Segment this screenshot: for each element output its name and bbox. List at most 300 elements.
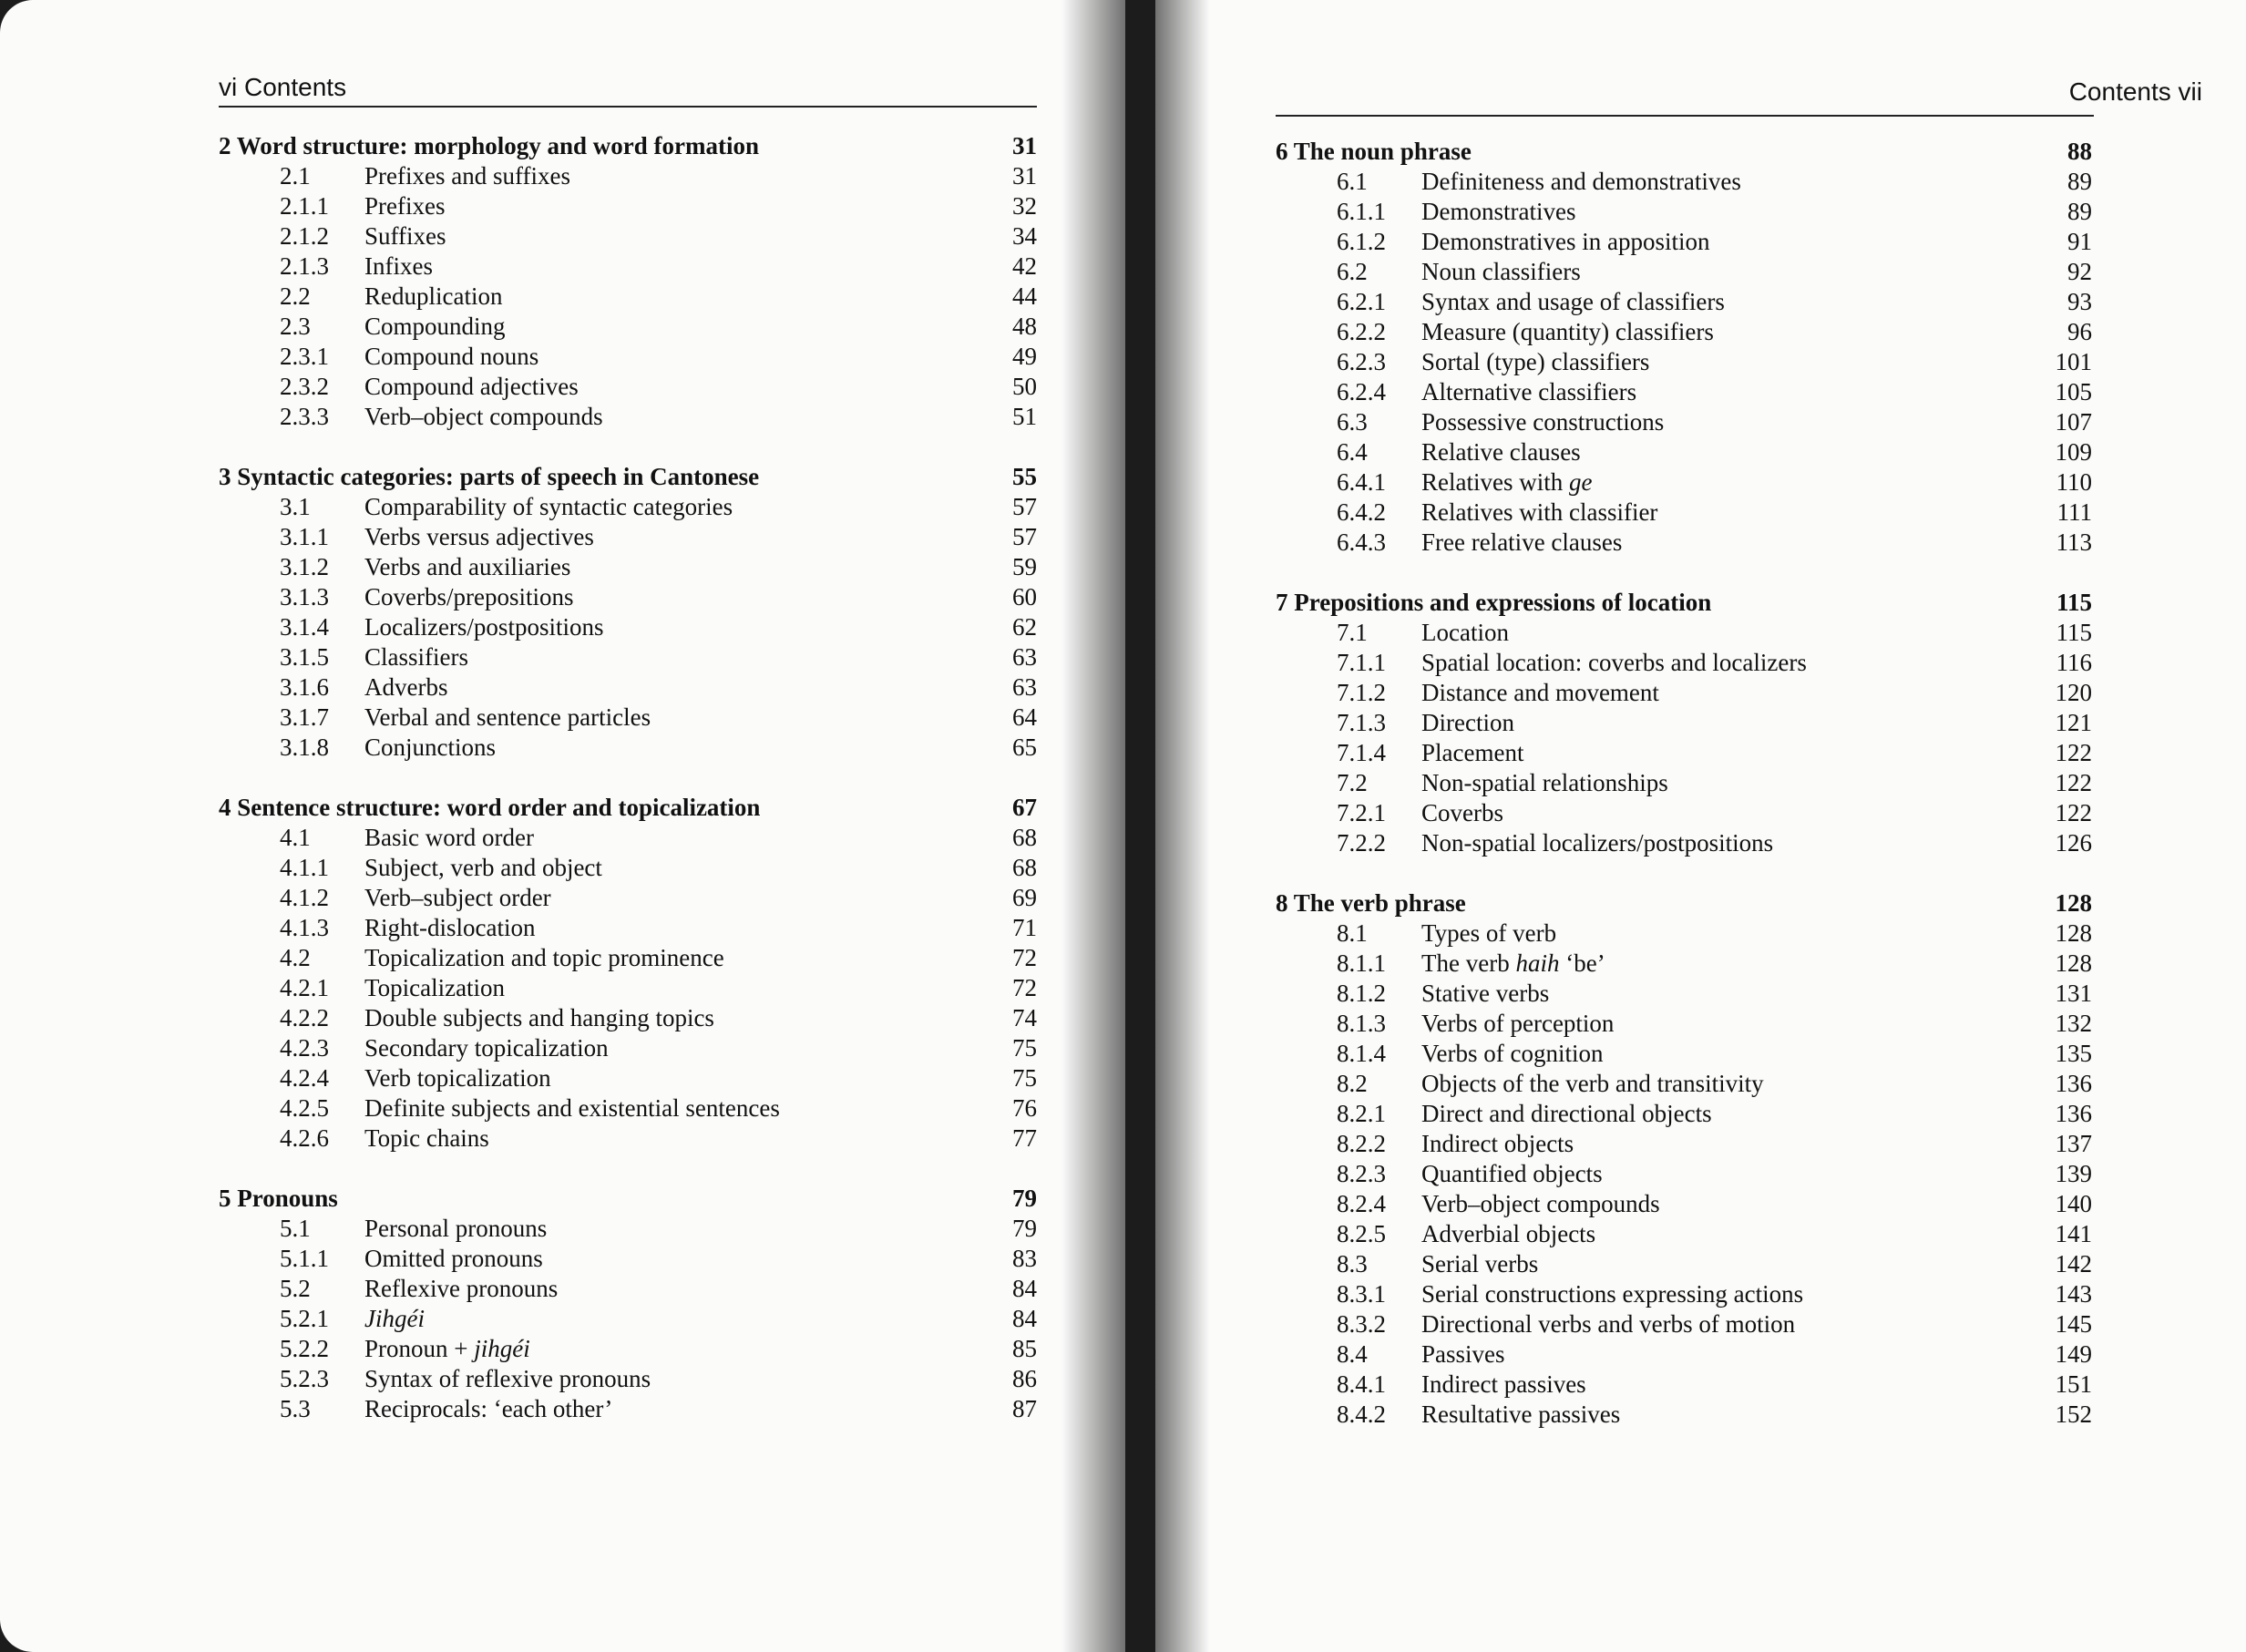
toc-entry	[219, 1214, 1037, 1244]
page-number: 51	[1012, 403, 1037, 430]
section-title: Non-spatial relationships	[1421, 769, 1668, 796]
page-number: 128	[2055, 949, 2092, 977]
section-number: 4.2.4	[280, 1064, 329, 1092]
title-text: Relatives with	[1421, 468, 1569, 496]
section-number: 6.1.1	[1337, 198, 1386, 225]
page-number: 75	[1012, 1064, 1037, 1092]
toc-entry	[1276, 197, 2092, 227]
page-number: 151	[2055, 1370, 2092, 1398]
section-number: 8.2.4	[1337, 1190, 1386, 1217]
toc-entry	[219, 1364, 1037, 1394]
section-title: Verbs of cognition	[1421, 1040, 1604, 1067]
section-number: 3.1.3	[280, 583, 329, 611]
section-title: Reduplication	[364, 282, 503, 310]
section-title: Compound adjectives	[364, 373, 579, 400]
page-number: 143	[2055, 1280, 2092, 1308]
section-number: 3.1.6	[280, 673, 329, 701]
toc-entry	[1276, 949, 2092, 979]
section-title: Definiteness and demonstratives	[1421, 168, 1741, 195]
section-title: Measure (quantity) classifiers	[1421, 318, 1714, 345]
section-gap	[219, 432, 1037, 462]
page-number: 89	[2067, 168, 2092, 195]
right-page	[1155, 0, 2246, 1652]
section-number: 8.4	[1337, 1340, 1368, 1368]
toc-entry	[1276, 1370, 2092, 1400]
section-title: Direct and directional objects	[1421, 1100, 1712, 1127]
toc-entry	[219, 282, 1037, 312]
section-number: 8.1	[1337, 919, 1368, 947]
toc-entry	[219, 973, 1037, 1003]
section-gap	[219, 1154, 1037, 1184]
chapter-heading	[219, 793, 1037, 823]
section-title: Relative clauses	[1421, 438, 1581, 466]
section-title: Classifiers	[364, 643, 468, 671]
section-number: 7.1	[1337, 619, 1368, 646]
section-title: Verb–subject order	[364, 884, 551, 911]
page-number: 131	[2055, 980, 2092, 1007]
toc-entry	[219, 642, 1037, 672]
toc-entry	[1276, 498, 2092, 528]
section-number: 7.2.2	[1337, 829, 1386, 857]
section-number: 4.2.6	[280, 1124, 329, 1152]
toc-list	[1276, 137, 2092, 1430]
section-title: Prefixes	[364, 192, 446, 220]
section-title: Stative verbs	[1421, 980, 1550, 1007]
toc-entry	[1276, 1069, 2092, 1099]
title-text: The verb	[1421, 949, 1516, 977]
page-number: 89	[2067, 198, 2092, 225]
section-title: Directional verbs and verbs of motion	[1421, 1310, 1796, 1338]
page-number: 128	[2055, 889, 2092, 917]
toc-entry	[1276, 1219, 2092, 1249]
section-title: Right-dislocation	[364, 914, 536, 941]
page-number: 110	[2056, 468, 2092, 496]
toc-entry	[219, 161, 1037, 191]
section-title: Adverbs	[364, 673, 448, 701]
section-number: 7.1.3	[1337, 709, 1386, 736]
section-number: 3.1.8	[280, 734, 329, 761]
page-number: 74	[1012, 1004, 1037, 1031]
section-number: 8.4.2	[1337, 1401, 1386, 1428]
page-number: 113	[2056, 528, 2092, 556]
section-number: 4.2	[280, 944, 311, 971]
page-number: 88	[2067, 138, 2092, 165]
toc-entry	[219, 191, 1037, 221]
chapter-heading	[1276, 588, 2092, 618]
toc-entry	[219, 1244, 1037, 1274]
section-title: Compounding	[364, 313, 506, 340]
toc-entry	[1276, 377, 2092, 407]
section-gap	[219, 763, 1037, 793]
section-number: 7.1.2	[1337, 679, 1386, 706]
section-title: Serial verbs	[1421, 1250, 1539, 1277]
page-number: 31	[1012, 162, 1037, 190]
page-number: 84	[1012, 1275, 1037, 1302]
section-title: Compound nouns	[364, 343, 539, 370]
page-number: 72	[1012, 974, 1037, 1001]
section-number: 2.1.2	[280, 222, 329, 250]
section-number: 5.2.2	[280, 1335, 329, 1362]
section-number: 4.2.3	[280, 1034, 329, 1062]
toc-entry	[219, 1003, 1037, 1033]
toc-entry	[219, 522, 1037, 552]
title-text: ‘be’	[1559, 949, 1605, 977]
section-title: Localizers/postpositions	[364, 613, 604, 641]
page-number: 109	[2055, 438, 2092, 466]
section-title: Syntax of reflexive pronouns	[364, 1365, 651, 1392]
chapter-title: 7 Prepositions and expressions of location	[1276, 589, 1712, 616]
section-title: Double subjects and hanging topics	[364, 1004, 714, 1031]
toc-entry	[1276, 798, 2092, 828]
section-number: 6.4.3	[1337, 528, 1386, 556]
section-number: 2.3	[280, 313, 311, 340]
section-number: 2.1	[280, 162, 311, 190]
section-title: Placement	[1421, 739, 1524, 766]
section-number: 8.2.5	[1337, 1220, 1386, 1247]
section-number: 2.3.1	[280, 343, 329, 370]
section-title: Definite subjects and existential sentences	[364, 1094, 780, 1122]
section-number: 4.1	[280, 824, 311, 851]
section-number: 6.4.2	[1337, 498, 1386, 526]
page-number: 132	[2055, 1010, 2092, 1037]
page-number: 115	[2056, 619, 2092, 646]
page-number: 85	[1012, 1335, 1037, 1362]
section-title: Basic word order	[364, 824, 534, 851]
section-number: 6.2.4	[1337, 378, 1386, 405]
toc-entry	[219, 703, 1037, 733]
chapter-heading	[1276, 888, 2092, 918]
section-number: 2.3.2	[280, 373, 329, 400]
section-title	[1421, 949, 1605, 979]
section-title: Indirect passives	[1421, 1370, 1586, 1398]
section-title: Reciprocals: ‘each other’	[364, 1395, 613, 1422]
page-number: 79	[1012, 1215, 1037, 1242]
page-number: 57	[1012, 523, 1037, 550]
section-number: 6.2	[1337, 258, 1368, 285]
chapter-title: 2 Word structure: morphology and word formation	[219, 132, 759, 159]
section-title: Resultative passives	[1421, 1401, 1621, 1428]
chapter-title: 6 The noun phrase	[1276, 138, 1472, 165]
page-number: 49	[1012, 343, 1037, 370]
toc-entry	[219, 1304, 1037, 1334]
section-number: 7.2	[1337, 769, 1368, 796]
section-number: 8.1.1	[1337, 949, 1386, 977]
toc-entry	[1276, 1279, 2092, 1309]
toc-entry	[1276, 678, 2092, 708]
toc-list	[219, 131, 1037, 1424]
toc-entry	[219, 1394, 1037, 1424]
section-number: 6.2.2	[1337, 318, 1386, 345]
page-number: 57	[1012, 493, 1037, 520]
section-title	[364, 1334, 530, 1364]
section-title: Reflexive pronouns	[364, 1275, 559, 1302]
section-number: 6.1	[1337, 168, 1368, 195]
section-title: Verbs and auxiliaries	[364, 553, 571, 580]
page-number: 136	[2055, 1070, 2092, 1097]
page-number: 55	[1012, 463, 1037, 490]
toc-entry	[1276, 287, 2092, 317]
page-number: 126	[2055, 829, 2092, 857]
section-number: 4.2.5	[280, 1094, 329, 1122]
section-number: 3.1	[280, 493, 311, 520]
chapter-heading	[219, 131, 1037, 161]
section-number: 2.1.3	[280, 252, 329, 280]
page-number: 77	[1012, 1124, 1037, 1152]
section-title: Syntax and usage of classifiers	[1421, 288, 1725, 315]
page-number: 68	[1012, 854, 1037, 881]
section-number: 5.2.3	[280, 1365, 329, 1392]
page-number: 149	[2055, 1340, 2092, 1368]
toc-entry	[219, 221, 1037, 251]
section-title: Verbs versus adjectives	[364, 523, 594, 550]
section-number: 4.2.1	[280, 974, 329, 1001]
title-italic: jihgéi	[474, 1335, 530, 1362]
toc-entry	[219, 883, 1037, 913]
section-title: Serial constructions expressing actions	[1421, 1280, 1804, 1308]
page-number: 152	[2055, 1401, 2092, 1428]
section-title: Demonstratives in apposition	[1421, 228, 1710, 255]
page-number: 60	[1012, 583, 1037, 611]
section-number: 5.1.1	[280, 1245, 329, 1272]
page-number: 122	[2055, 769, 2092, 796]
section-title: Coverbs	[1421, 799, 1503, 826]
page-number: 115	[2056, 589, 2092, 616]
section-gap	[1276, 858, 2092, 888]
section-title: Subject, verb and object	[364, 854, 602, 881]
section-title: Verbs of perception	[1421, 1010, 1615, 1037]
section-number: 5.2.1	[280, 1305, 329, 1332]
toc-entry	[219, 1033, 1037, 1063]
toc-entry	[1276, 407, 2092, 437]
toc-entry	[1276, 467, 2092, 498]
page-number: 86	[1012, 1365, 1037, 1392]
section-number: 7.1.1	[1337, 649, 1386, 676]
section-title: Adverbial objects	[1421, 1220, 1596, 1247]
page-number: 128	[2055, 919, 2092, 947]
page-number: 135	[2055, 1040, 2092, 1067]
toc-entry	[219, 251, 1037, 282]
toc-entry	[219, 1274, 1037, 1304]
toc-entry	[1276, 1249, 2092, 1279]
page-number: 142	[2055, 1250, 2092, 1277]
toc-entry	[1276, 437, 2092, 467]
section-number: 4.2.2	[280, 1004, 329, 1031]
section-title: Jihgéi	[364, 1305, 425, 1332]
page-number: 69	[1012, 884, 1037, 911]
toc-entry	[1276, 1009, 2092, 1039]
chapter-title: 5 Pronouns	[219, 1185, 338, 1212]
section-number: 3.1.4	[280, 613, 329, 641]
toc-entry	[1276, 828, 2092, 858]
section-title: Quantified objects	[1421, 1160, 1603, 1187]
toc-entry	[219, 1063, 1037, 1093]
section-number: 6.2.3	[1337, 348, 1386, 375]
section-number: 6.4	[1337, 438, 1368, 466]
toc-entry	[1276, 768, 2092, 798]
section-number: 5.2	[280, 1275, 311, 1302]
section-title: Personal pronouns	[364, 1215, 548, 1242]
page-number: 145	[2055, 1310, 2092, 1338]
section-title: Prefixes and suffixes	[364, 162, 570, 190]
page-number: 63	[1012, 643, 1037, 671]
toc-entry	[1276, 918, 2092, 949]
toc-entry	[1276, 1189, 2092, 1219]
section-number: 8.1.2	[1337, 980, 1386, 1007]
section-title: Coverbs/prepositions	[364, 583, 574, 611]
section-title: Passives	[1421, 1340, 1505, 1368]
chapter-title: 3 Syntactic categories: parts of speech in Cantonese	[219, 463, 760, 490]
section-title: Free relative clauses	[1421, 528, 1623, 556]
toc-entry	[1276, 347, 2092, 377]
section-title: Indirect objects	[1421, 1130, 1574, 1157]
page-number: 101	[2055, 348, 2092, 375]
page-number: 139	[2055, 1160, 2092, 1187]
toc-entry	[1276, 708, 2092, 738]
page-number: 64	[1012, 703, 1037, 731]
page-number: 121	[2055, 709, 2092, 736]
page-number: 93	[2067, 288, 2092, 315]
page-number: 87	[1012, 1395, 1037, 1422]
section-number: 5.1	[280, 1215, 311, 1242]
toc-entry	[219, 492, 1037, 522]
section-number: 3.1.1	[280, 523, 329, 550]
toc-entry	[219, 823, 1037, 853]
section-title	[1421, 467, 1592, 498]
section-title: Types of verb	[1421, 919, 1557, 947]
section-title: Distance and movement	[1421, 679, 1659, 706]
section-number: 4.1.1	[280, 854, 329, 881]
section-title: Objects of the verb and transitivity	[1421, 1070, 1764, 1097]
toc-entry	[1276, 167, 2092, 197]
running-head: vi Contents	[219, 73, 347, 101]
toc-entry	[1276, 1129, 2092, 1159]
section-title: Verbal and sentence particles	[364, 703, 651, 731]
chapter-title: 8 The verb phrase	[1276, 889, 1466, 917]
section-title: Non-spatial localizers/postpositions	[1421, 829, 1774, 857]
section-title: Sortal (type) classifiers	[1421, 348, 1650, 375]
toc-entry	[1276, 1159, 2092, 1189]
section-number: 3.1.2	[280, 553, 329, 580]
toc-entry	[1276, 738, 2092, 768]
title-italic: haih	[1515, 949, 1560, 977]
toc-entry	[219, 733, 1037, 763]
section-number: 3.1.5	[280, 643, 329, 671]
toc-entry	[219, 853, 1037, 883]
toc-entry	[219, 402, 1037, 432]
page-number: 122	[2055, 739, 2092, 766]
page-number: 42	[1012, 252, 1037, 280]
section-title: Demonstratives	[1421, 198, 1576, 225]
toc-entry	[1276, 528, 2092, 558]
toc-entry	[1276, 1099, 2092, 1129]
section-number: 7.2.1	[1337, 799, 1386, 826]
page-number: 72	[1012, 944, 1037, 971]
section-title: Noun classifiers	[1421, 258, 1581, 285]
toc-entry	[219, 342, 1037, 372]
page-number: 122	[2055, 799, 2092, 826]
toc-entry	[1276, 1339, 2092, 1370]
toc-entry	[1276, 979, 2092, 1009]
chapter-heading	[1276, 137, 2092, 167]
section-title: Infixes	[364, 252, 433, 280]
page-number: 67	[1012, 794, 1037, 821]
page-number: 83	[1012, 1245, 1037, 1272]
section-number: 8.1.3	[1337, 1010, 1386, 1037]
page-number: 59	[1012, 553, 1037, 580]
toc-entry	[1276, 1400, 2092, 1430]
section-title: Omitted pronouns	[364, 1245, 543, 1272]
page-number: 84	[1012, 1305, 1037, 1332]
page-number: 48	[1012, 313, 1037, 340]
section-number: 8.3	[1337, 1250, 1368, 1277]
toc-entry	[219, 312, 1037, 342]
section-number: 6.4.1	[1337, 468, 1386, 496]
section-title: Verb–object compounds	[364, 403, 603, 430]
section-number: 6.2.1	[1337, 288, 1386, 315]
section-number: 5.3	[280, 1395, 311, 1422]
page-number: 65	[1012, 734, 1037, 761]
toc-entry	[219, 552, 1037, 582]
section-title: Spatial location: coverbs and localizers	[1421, 649, 1807, 676]
section-number: 8.1.4	[1337, 1040, 1386, 1067]
section-title: Direction	[1421, 709, 1514, 736]
toc-entry	[1276, 317, 2092, 347]
section-title: Secondary topicalization	[364, 1034, 609, 1062]
section-number: 6.1.2	[1337, 228, 1386, 255]
page-number: 32	[1012, 192, 1037, 220]
toc-entry	[219, 582, 1037, 612]
chapter-heading	[219, 1184, 1037, 1214]
toc-entry	[1276, 648, 2092, 678]
page-number: 105	[2055, 378, 2092, 405]
toc-entry	[1276, 1039, 2092, 1069]
page-number: 63	[1012, 673, 1037, 701]
page-number: 34	[1012, 222, 1037, 250]
section-number: 8.2.1	[1337, 1100, 1386, 1127]
page-number: 79	[1012, 1185, 1037, 1212]
section-title: Topicalization and topic prominence	[364, 944, 724, 971]
toc-entry	[219, 1124, 1037, 1154]
section-title: Alternative classifiers	[1421, 378, 1637, 405]
section-title: Conjunctions	[364, 734, 497, 761]
chapter-heading	[219, 462, 1037, 492]
toc-entry	[219, 372, 1037, 402]
page-number: 68	[1012, 824, 1037, 851]
chapter-title: 4 Sentence structure: word order and topicalization	[219, 794, 761, 821]
section-title: Topic chains	[364, 1124, 489, 1152]
section-title: Verb–object compounds	[1421, 1190, 1660, 1217]
section-title: Verb topicalization	[364, 1064, 551, 1092]
toc-entry	[1276, 1309, 2092, 1339]
toc-entry	[219, 672, 1037, 703]
page-number: 75	[1012, 1034, 1037, 1062]
page-number: 141	[2055, 1220, 2092, 1247]
header-rule	[1276, 115, 2094, 117]
section-number: 8.2.2	[1337, 1130, 1386, 1157]
header-rule	[219, 106, 1037, 108]
page-number: 31	[1012, 132, 1037, 159]
page-number: 71	[1012, 914, 1037, 941]
section-title: Location	[1421, 619, 1509, 646]
toc-entry	[219, 1334, 1037, 1364]
page-number: 91	[2067, 228, 2092, 255]
section-gap	[1276, 558, 2092, 588]
toc-entry	[219, 913, 1037, 943]
section-number: 4.1.3	[280, 914, 329, 941]
running-head: Contents vii	[2068, 77, 2202, 106]
section-number: 8.2.3	[1337, 1160, 1386, 1187]
page-number: 62	[1012, 613, 1037, 641]
